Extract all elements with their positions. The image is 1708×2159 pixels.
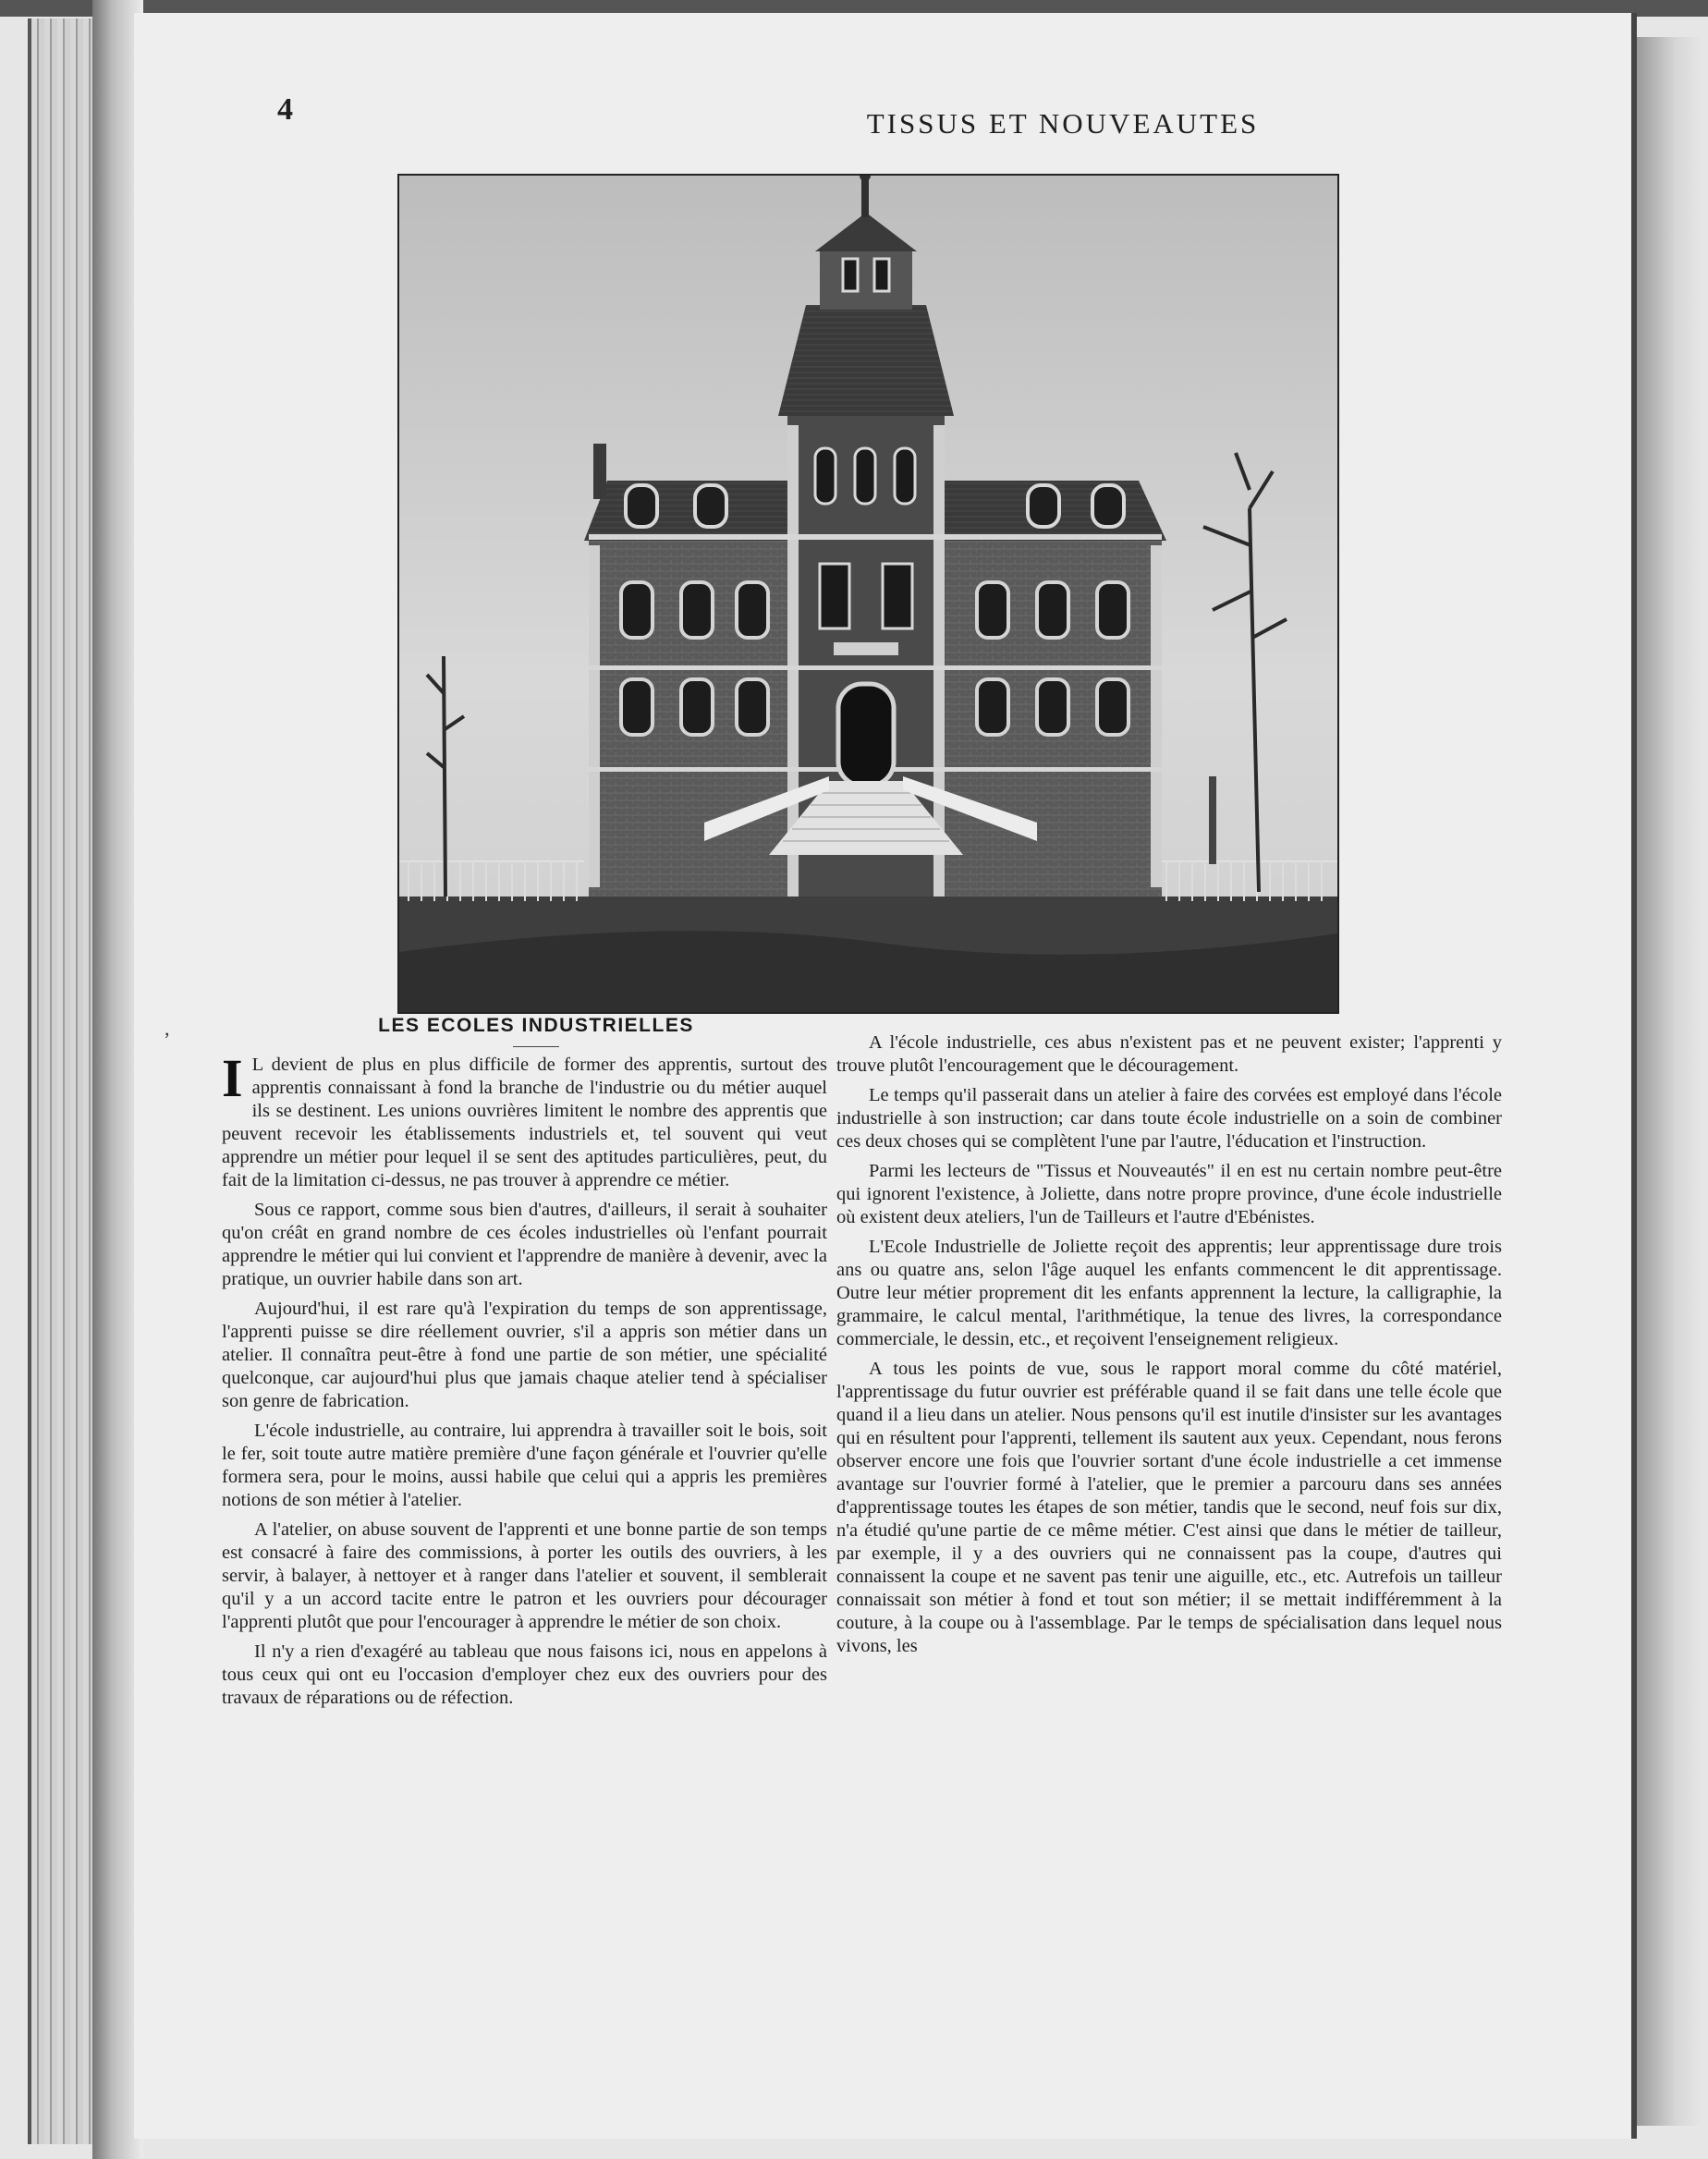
paragraph: L'Ecole Industrielle de Joliette reçoit des apprentis; leur apprentissage dure trois ans ou quatre ans, selon l'âge auquel les enfants commencent le dit apprentissage. Outre leur métier proprement dit les enfants apprennent la lecture, la calligraphie, la grammaire, le calcul mental, l'arithmétique, la tenue des livres, la correspondance commerciale, le dessin, etc., et reçoivent l'enseignement religieux. [836, 1237, 1502, 1349]
paragraph: Aujourd'hui, il est rare qu'à l'expiration du temps de son apprentissage, l'apprenti puisse se dire réellement ouvrier, s'il a appris son métier dans un atelier. Il connaîtra peut-être à fond une partie de son métier, une spécialité quelconque, car aujourd'hui plus que jamais chaque atelier tend à spécialiser son genre de fabrication. [222, 1299, 827, 1411]
paragraph: Sous ce rapport, comme sous bien d'autres, d'ailleurs, il serait à souhaiter qu'on créât en grand nombre de ces écoles industrielles où l'enfant pourrait apprendre le métier qui lui convient et l'apprendre de manière à devenir, avec la pratique, un ouvrier habile dans son art. [222, 1200, 827, 1289]
paragraph: A l'atelier, on abuse souvent de l'apprenti et une bonne partie de son temps est consacré à faire des commissions, à porter les outils des ouvriers, à les servir, à balayer, à nettoyer et à ranger dans l'atelier et souvent, il semblerait qu'il y a un accord tacite entre le patron et les ouvriers pour décourager l'apprenti plutôt que pour l'encourager à apprendre le métier de son choix. [222, 1519, 827, 1632]
school-building-photo [397, 174, 1339, 1014]
paragraph: A l'école industrielle, ces abus n'existent pas et ne peuvent exister; l'apprenti y trouve plutôt l'encouragement que le découragement. [836, 1032, 1502, 1076]
page-number: 4 [277, 92, 293, 127]
paragraph: L'école industrielle, au contraire, lui apprendra à travailler soit le bois, soit le fer, soit toute autre matière première d'une façon générale et l'ouvrier qu'elle formera sera, pour le moins, aussi habile que celui qui a appris les premières notions de son métier à l'atelier. [222, 1421, 827, 1510]
next-page-edge [1637, 37, 1702, 2126]
paragraph: Il n'y a rien d'exagéré au tableau que nous faisons ici, nous en appelons à tous ceux qui ont eu l'occasion d'employer chez eux des ouvriers pour des travaux de réparations ou de réfection. [222, 1641, 827, 1708]
article-column-left [222, 1048, 827, 1716]
paragraph-text: L devient de plus en plus difficile de former des apprentis, surtout des apprentis connaissant à fond la branche de l'industrie ou du métier auquel ils se destinent. Les unions ouvrières limitent le nombre des apprentis que peuvent recevoir les établissements industriels et, tel souvent qui veut apprendre un métier pour lequel il se sent des aptitudes particulières, peut, du fait de la limitation ci-dessus, ne pas trouver à apprendre ce métier. [222, 1055, 827, 1190]
article-title: LES ECOLES INDUSTRIELLES [378, 1015, 694, 1036]
margin-mark: , [165, 1017, 170, 1040]
paragraph [222, 1048, 827, 1192]
paragraph: A tous les points de vue, sous le rapport moral comme du côté matériel, l'apprentissage du futur ouvrier est préférable quand il se fait dans une telle école que quand il a lieu dans un atelier. Nous pensons qu'il est inutile d'insister sur les avantages qui en résultent pour l'apprenti, tellement ils sautent aux yeux. Cependant, nous ferons observer encore une fois que l'ouvrier sortant d'une école industrielle a cet immense avantage sur l'ouvrier formé à l'atelier, que le premier a parcouru dans ses années d'apprentissage toutes les étapes de son métier, tandis que le second, neuf fois sur dix, n'a étudié qu'une partie de ce même métier. C'est ainsi que dans le métier de tailleur, par exemple, il y a des ouvriers qui ne connaissent pas la coupe, d'autres qui connaissent la coupe et ne savent pas tenir une aiguille, etc., etc. Autrefois un tailleur connaissait son métier à fond et tout son métier; il se mettait indifféremment à la couture, à la coupe ou à l'assemblage. Par le temps de spécialisation dans lequel nous vivons, les [836, 1359, 1502, 1656]
paragraph: Le temps qu'il passerait dans un atelier à faire des corvées est employé dans l'école industrielle à son instruction; car dans toute école industrielle on a soin de combiner ces deux choses qui se complètent l'une par l'autre, l'éducation et l'instruction. [836, 1085, 1502, 1152]
dropcap-letter: I [222, 1048, 243, 1108]
title-underline [513, 1046, 559, 1047]
building-illustration [399, 176, 1337, 1012]
paragraph: Parmi les lecteurs de "Tissus et Nouveautés" il en est nu certain nombre peut-être qui ignorent l'existence, à Joliette, dans notre propre province, d'une école industrielle où existent deux ateliers, l'un de Tailleurs et l'autre d'Ebénistes. [836, 1161, 1502, 1227]
running-title: TISSUS ET NOUVEAUTES [866, 107, 1260, 140]
article-column-right [836, 1031, 1502, 1665]
